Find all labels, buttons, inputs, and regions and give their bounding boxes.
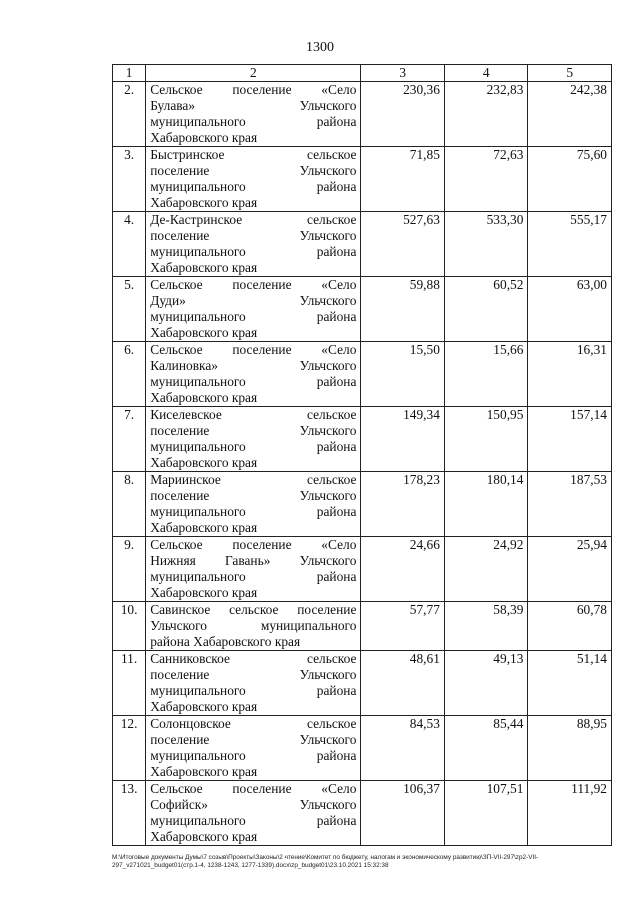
settlement-name-line: Сельское поселение «Село — [150, 342, 357, 357]
value-col-4: 107,51 — [444, 781, 528, 846]
table-row — [113, 781, 612, 846]
settlement-name-line: Софийск» Ульчского — [150, 797, 357, 812]
settlement-name-line: Хабаровского края — [150, 829, 258, 844]
settlement-name-line: Хабаровского края — [150, 520, 258, 535]
settlement-name-line: муниципального района — [150, 569, 357, 584]
settlement-name-line: Мариинское сельское — [150, 472, 357, 487]
header-col-5: 5 — [528, 65, 612, 82]
settlement-name-line: поселение Ульчского — [150, 423, 357, 438]
table-row — [113, 472, 612, 537]
settlement-name-line: Солонцовское сельское — [150, 716, 357, 731]
settlement-name-line: Калиновка» Ульчского — [150, 358, 357, 373]
settlement-name-line: муниципального района — [150, 374, 357, 389]
settlement-name-line: Хабаровского края — [150, 130, 258, 145]
row-number: 5. — [113, 277, 146, 342]
settlement-name-line: Ульчского муниципального — [150, 618, 357, 633]
value-col-5: 16,31 — [528, 342, 612, 407]
settlement-name-line: муниципального района — [150, 813, 357, 828]
page-number: 1300 — [306, 40, 334, 55]
settlement-name-line: поселение Ульчского — [150, 732, 357, 747]
row-number: 12. — [113, 716, 146, 781]
table-row — [113, 407, 612, 472]
settlement-name-line: Хабаровского края — [150, 390, 258, 405]
value-col-5: 60,78 — [528, 602, 612, 651]
settlement-name-line: Дуди» Ульчского — [150, 293, 357, 308]
settlement-name — [146, 781, 361, 846]
value-col-3: 15,50 — [361, 342, 445, 407]
settlement-name-line: Киселевское сельское — [150, 407, 357, 422]
settlement-name — [146, 212, 361, 277]
value-col-3: 71,85 — [361, 147, 445, 212]
settlement-name-line: Хабаровского края — [150, 699, 258, 714]
settlement-name — [146, 277, 361, 342]
settlement-name-line: Хабаровского края — [150, 260, 258, 275]
settlement-name-line: Савинское сельское поселение — [150, 602, 357, 617]
settlement-name-line: муниципального района — [150, 683, 357, 698]
settlement-name — [146, 537, 361, 602]
value-col-3: 230,36 — [361, 82, 445, 147]
budget-table-body — [113, 65, 612, 846]
settlement-name-line: муниципального района — [150, 179, 357, 194]
settlement-name-line: поселение Ульчского — [150, 667, 357, 682]
value-col-5: 51,14 — [528, 651, 612, 716]
header-col-1: 1 — [113, 65, 146, 82]
settlement-name-line: Хабаровского края — [150, 325, 258, 340]
row-number: 9. — [113, 537, 146, 602]
value-col-4: 85,44 — [444, 716, 528, 781]
settlement-name-line: Сельское поселение «Село — [150, 537, 357, 552]
settlement-name-line: Быстринское сельское — [150, 147, 357, 162]
settlement-name — [146, 472, 361, 537]
table-row — [113, 82, 612, 147]
settlement-name-line: поселение Ульчского — [150, 488, 357, 503]
header-col-3: 3 — [361, 65, 445, 82]
settlement-name — [146, 716, 361, 781]
table-row — [113, 342, 612, 407]
settlement-name-line: Санниковское сельское — [150, 651, 357, 666]
value-col-5: 75,60 — [528, 147, 612, 212]
row-number: 4. — [113, 212, 146, 277]
row-number: 8. — [113, 472, 146, 537]
settlement-name — [146, 602, 361, 651]
settlement-name-line: Сельское поселение «Село — [150, 82, 357, 97]
table-row — [113, 212, 612, 277]
table-row — [113, 147, 612, 212]
settlement-name — [146, 82, 361, 147]
table-header-row — [113, 65, 612, 82]
value-col-5: 111,92 — [528, 781, 612, 846]
row-number: 10. — [113, 602, 146, 651]
settlement-name — [146, 147, 361, 212]
settlement-name-line: Сельское поселение «Село — [150, 277, 357, 292]
row-number: 6. — [113, 342, 146, 407]
header-col-2: 2 — [146, 65, 361, 82]
settlement-name-line: Сельское поселение «Село — [150, 781, 357, 796]
settlement-name-line: Хабаровского края — [150, 195, 258, 210]
value-col-5: 187,53 — [528, 472, 612, 537]
value-col-4: 49,13 — [444, 651, 528, 716]
value-col-4: 58,39 — [444, 602, 528, 651]
document-path-footer: M:\Итоговые документы Думы\7 созыв\Проекты\Законы\2 чтение\Комитет по бюджету, налогам и экономическому развитию\ЗП-VII-297\zp2-VII-297_v271021_budget01(стр.1-4, 1238-1243, 1277-1339).docx\zp_budget01\23.10.2021 15:32:38 — [112, 854, 539, 869]
value-col-5: 157,14 — [528, 407, 612, 472]
table-row — [113, 716, 612, 781]
row-number: 13. — [113, 781, 146, 846]
settlement-name-line: муниципального района — [150, 114, 357, 129]
settlement-name-line: муниципального района — [150, 309, 357, 324]
settlement-name — [146, 342, 361, 407]
header-col-4: 4 — [444, 65, 528, 82]
value-col-4: 180,14 — [444, 472, 528, 537]
value-col-5: 555,17 — [528, 212, 612, 277]
value-col-5: 25,94 — [528, 537, 612, 602]
row-number: 11. — [113, 651, 146, 716]
value-col-4: 72,63 — [444, 147, 528, 212]
settlement-name-line: Хабаровского края — [150, 585, 258, 600]
value-col-3: 178,23 — [361, 472, 445, 537]
table-row — [113, 537, 612, 602]
settlement-name-line: Де-Кастринское сельское — [150, 212, 357, 227]
value-col-5: 88,95 — [528, 716, 612, 781]
value-col-5: 242,38 — [528, 82, 612, 147]
value-col-3: 84,53 — [361, 716, 445, 781]
row-number: 7. — [113, 407, 146, 472]
settlement-name — [146, 651, 361, 716]
value-col-4: 15,66 — [444, 342, 528, 407]
settlement-name-line: Хабаровского края — [150, 764, 258, 779]
budget-table — [112, 64, 612, 846]
value-col-3: 527,63 — [361, 212, 445, 277]
value-col-4: 60,52 — [444, 277, 528, 342]
table-row — [113, 277, 612, 342]
settlement-name-line: поселение Ульчского — [150, 228, 357, 243]
value-col-3: 57,77 — [361, 602, 445, 651]
settlement-name-line: поселение Ульчского — [150, 163, 357, 178]
table-row — [113, 602, 612, 651]
value-col-4: 150,95 — [444, 407, 528, 472]
value-col-3: 106,37 — [361, 781, 445, 846]
value-col-3: 48,61 — [361, 651, 445, 716]
value-col-4: 24,92 — [444, 537, 528, 602]
table-row — [113, 651, 612, 716]
settlement-name-line: муниципального района — [150, 439, 357, 454]
settlement-name-line: района Хабаровского края — [150, 634, 301, 649]
row-number: 3. — [113, 147, 146, 212]
settlement-name-line: муниципального района — [150, 244, 357, 259]
value-col-3: 24,66 — [361, 537, 445, 602]
settlement-name-line: Хабаровского края — [150, 455, 258, 470]
settlement-name — [146, 407, 361, 472]
row-number: 2. — [113, 82, 146, 147]
value-col-4: 533,30 — [444, 212, 528, 277]
settlement-name-line: муниципального района — [150, 504, 357, 519]
value-col-3: 149,34 — [361, 407, 445, 472]
value-col-3: 59,88 — [361, 277, 445, 342]
settlement-name-line: муниципального района — [150, 748, 357, 763]
settlement-name-line: Нижняя Гавань» Ульчского — [150, 553, 357, 568]
value-col-5: 63,00 — [528, 277, 612, 342]
settlement-name-line: Булава» Ульчского — [150, 98, 357, 113]
value-col-4: 232,83 — [444, 82, 528, 147]
